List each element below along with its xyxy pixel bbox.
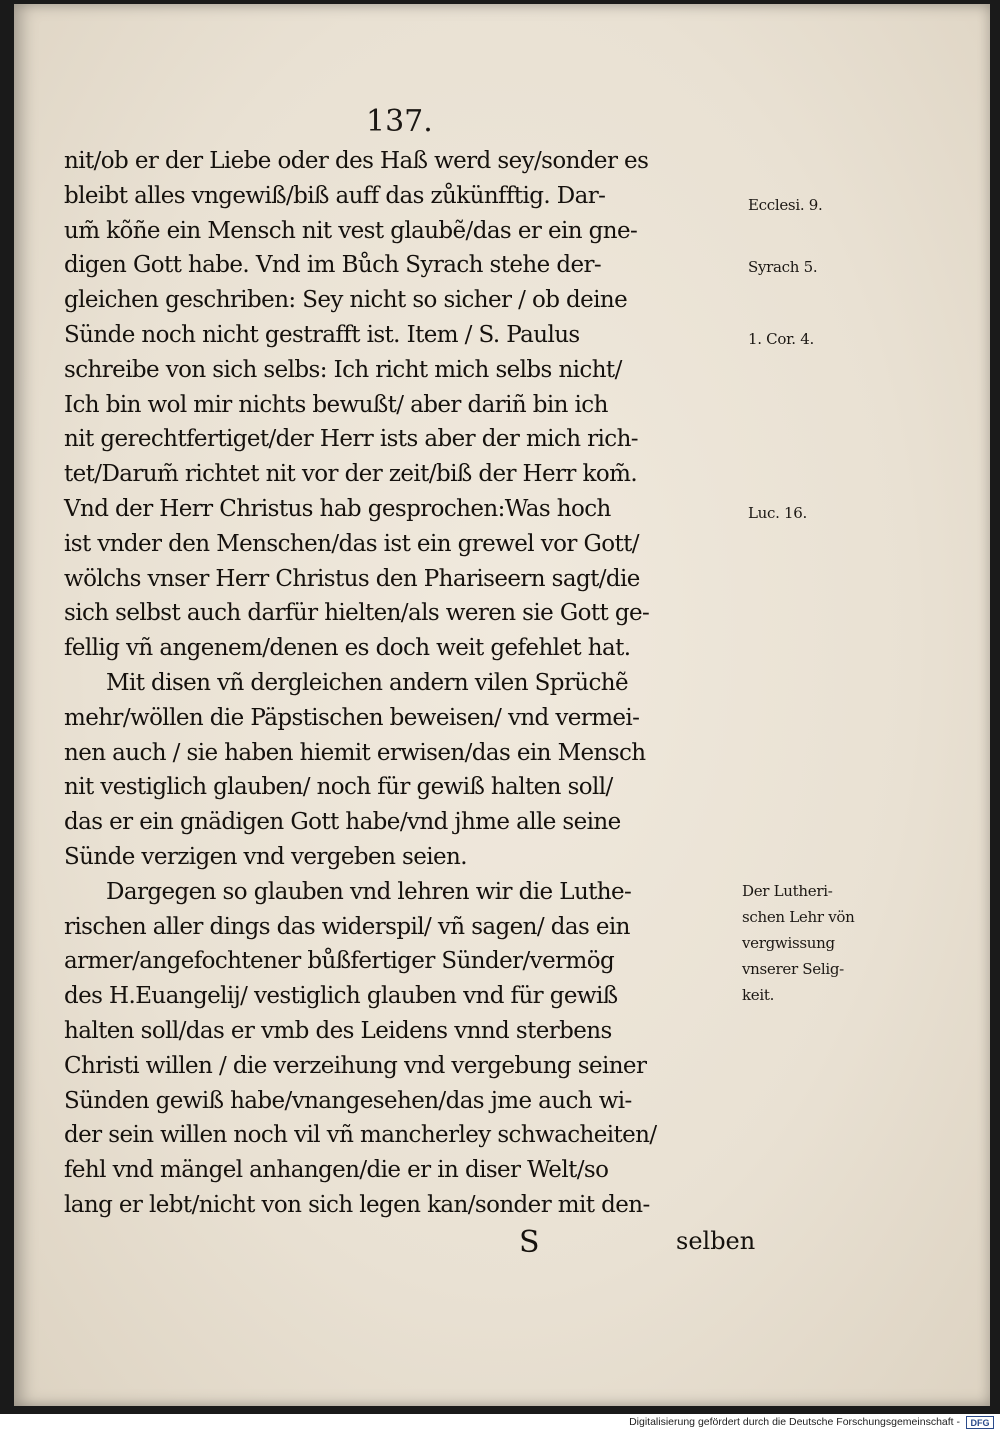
text-line: um̃ kõñe ein Mensch nit vest glaubẽ/das er ein gne- — [64, 217, 638, 244]
text-line: digen Gott habe. Vnd im Bůch Syrach stehe der- — [64, 252, 602, 279]
text-line: nit/ob er der Liebe oder des Haß werd sey/sonder es — [64, 148, 649, 174]
margin-note-luke: Luc. 16. — [748, 504, 808, 522]
margin-note-line: keit. — [742, 986, 775, 1004]
text-line: fehl vnd mängel anhangen/die er in diser Welt/so — [64, 1157, 609, 1184]
text-line: nit vestiglich glauben/ noch für gewiß halten soll/ — [64, 774, 613, 801]
text-line: Christi willen / die verzeihung vnd vergebung seiner — [64, 1052, 647, 1079]
text-line: Vnd der Herr Christus hab gesprochen:Was hoch — [64, 495, 611, 522]
margin-note-line: vnserer Selig- — [742, 960, 844, 978]
text-line: das er ein gnädigen Gott habe/vnd jhme alle seine — [64, 809, 621, 836]
paragraph-start-line: Mit disen vñ dergleichen andern vilen Sprüchẽ — [106, 669, 629, 696]
catchword: selben — [676, 1226, 756, 1255]
text-line: der sein willen noch vil vñ mancherley schwacheiten/ — [64, 1122, 657, 1149]
margin-note-lutheran-doctrine — [742, 878, 854, 1008]
funding-footer — [0, 1414, 1000, 1432]
text-line: Sünden gewiß habe/vnangesehen/das jme auch wi- — [64, 1087, 632, 1114]
text-line: armer/angefochtener bůßfertiger Sünder/vermög — [64, 948, 615, 975]
margin-note-ecclesiastes: Ecclesi. 9. — [748, 196, 823, 214]
text-line: sich selbst auch darfür hielten/als weren sie Gott ge- — [64, 600, 650, 627]
page-number: 137. — [366, 104, 433, 139]
margin-note-line: schen Lehr vön — [742, 908, 855, 926]
dfg-logo: DFG — [966, 1416, 994, 1429]
text-line: rischen aller dings das widerspil/ vñ sagen/ das ein — [64, 913, 630, 940]
signature-mark: S — [519, 1224, 540, 1260]
text-line: nit gerechtfertiget/der Herr ists aber der mich rich- — [64, 426, 638, 453]
text-line: mehr/wöllen die Päpstischen beweisen/ vnd vermei- — [64, 704, 640, 731]
paragraph-start-line: Dargegen so glauben vnd lehren wir die Luthe- — [106, 878, 632, 905]
margin-note-line: Der Lutheri- — [742, 882, 833, 900]
text-line: schreibe von sich selbs: Ich richt mich selbs nicht/ — [64, 356, 622, 383]
text-line: bleibt alles vngewiß/biß auff das zůkünfftig. Dar- — [64, 182, 606, 209]
text-line: wölchs vnser Herr Christus den Phariseern sagt/die — [64, 565, 640, 592]
text-line: gleichen geschriben: Sey nicht so sicher / ob deine — [64, 287, 628, 314]
text-line: lang er lebt/nicht von sich legen kan/sonder mit den- — [64, 1191, 650, 1218]
book-page — [14, 4, 990, 1406]
margin-note-syrach: Syrach 5. — [748, 258, 818, 276]
text-line: ist vnder den Menschen/das ist ein grewel vor Gott/ — [64, 530, 639, 557]
text-line: des H.Euangelij/ vestiglich glauben vnd für gewiß — [64, 983, 618, 1010]
text-line: tet/Darum̃ richtet nit vor der zeit/biß der Herr kom̃. — [64, 461, 638, 488]
funding-notice: Digitalisierung gefördert durch die Deutsche Forschungsgemeinschaft - — [629, 1416, 960, 1428]
text-line: Sünde noch nicht gestrafft ist. Item / S. Paulus — [64, 321, 580, 348]
text-line: Sünde verzigen vnd vergeben seien. — [64, 843, 467, 870]
main-text-block — [64, 144, 764, 1263]
text-line: nen auch / sie haben hiemit erwisen/das ein Mensch — [64, 739, 646, 766]
text-line: fellig vñ angenem/denen es doch weit gefehlet hat. — [64, 635, 631, 662]
page-foot — [64, 1223, 764, 1263]
text-line: Ich bin wol mir nichts bewußt/ aber dariñ bin ich — [64, 391, 608, 418]
margin-note-line: vergwissung — [742, 934, 835, 952]
text-line: halten soll/das er vmb des Leidens vnnd sterbens — [64, 1017, 612, 1044]
margin-note-corinthians: 1. Cor. 4. — [748, 330, 814, 348]
